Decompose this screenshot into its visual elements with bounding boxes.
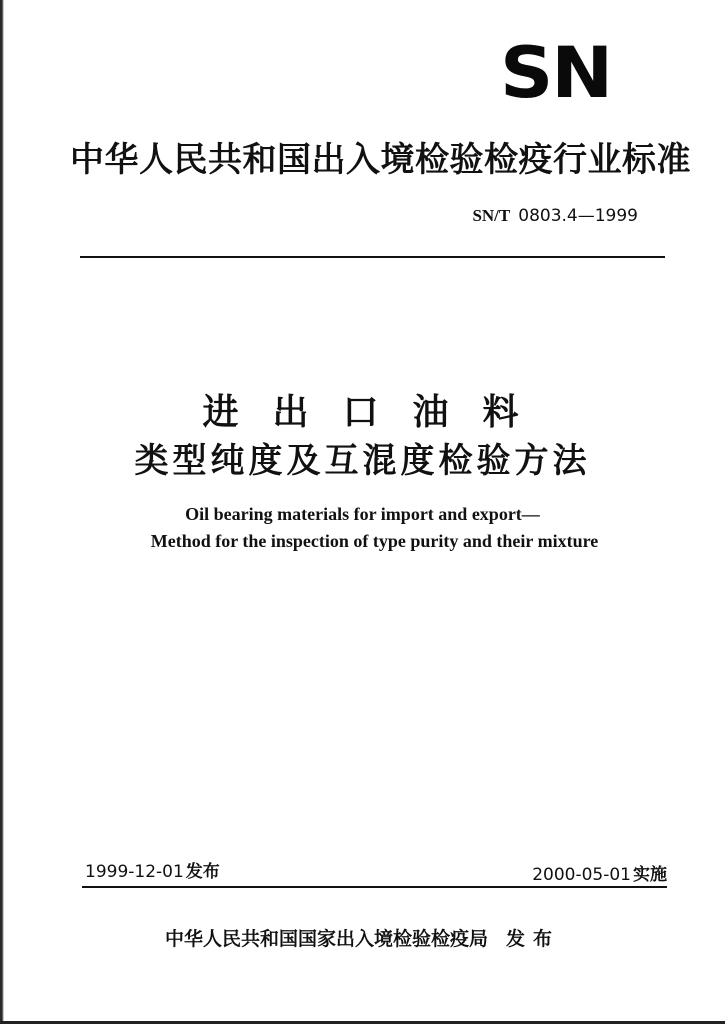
implementation-label: 实施 bbox=[633, 865, 667, 885]
standard-code: 0803.4—1999 bbox=[518, 206, 638, 226]
standard-number bbox=[472, 204, 638, 228]
publish-verb: 发布 bbox=[506, 928, 561, 950]
issue-date-value: 1999-12-01 bbox=[85, 862, 184, 882]
implementation-date-value: 2000-05-01 bbox=[532, 865, 631, 885]
publisher bbox=[0, 926, 725, 952]
top-divider bbox=[80, 256, 665, 258]
publisher-name: 中华人民共和国国家出入境检验检疫局 bbox=[164, 928, 488, 950]
sn-logo: SN bbox=[500, 32, 612, 115]
title-en-line2: Method for the inspection of type purity and their mixture bbox=[150, 531, 599, 551]
issue-date bbox=[85, 860, 220, 884]
title-zh-line2: 类型纯度及互混度检验方法 bbox=[134, 441, 591, 481]
standard-prefix: SN/T bbox=[472, 206, 511, 225]
implementation-date bbox=[532, 863, 667, 887]
bottom-divider bbox=[82, 886, 667, 888]
title-en-line1: Oil bearing materials for import and export— bbox=[185, 504, 540, 524]
title-zh-line1: 进出口油料 bbox=[202, 392, 553, 433]
standard-authority-title: 中华人民共和国出入境检验检疫行业标准 bbox=[70, 140, 691, 180]
issue-label: 发布 bbox=[185, 862, 220, 882]
